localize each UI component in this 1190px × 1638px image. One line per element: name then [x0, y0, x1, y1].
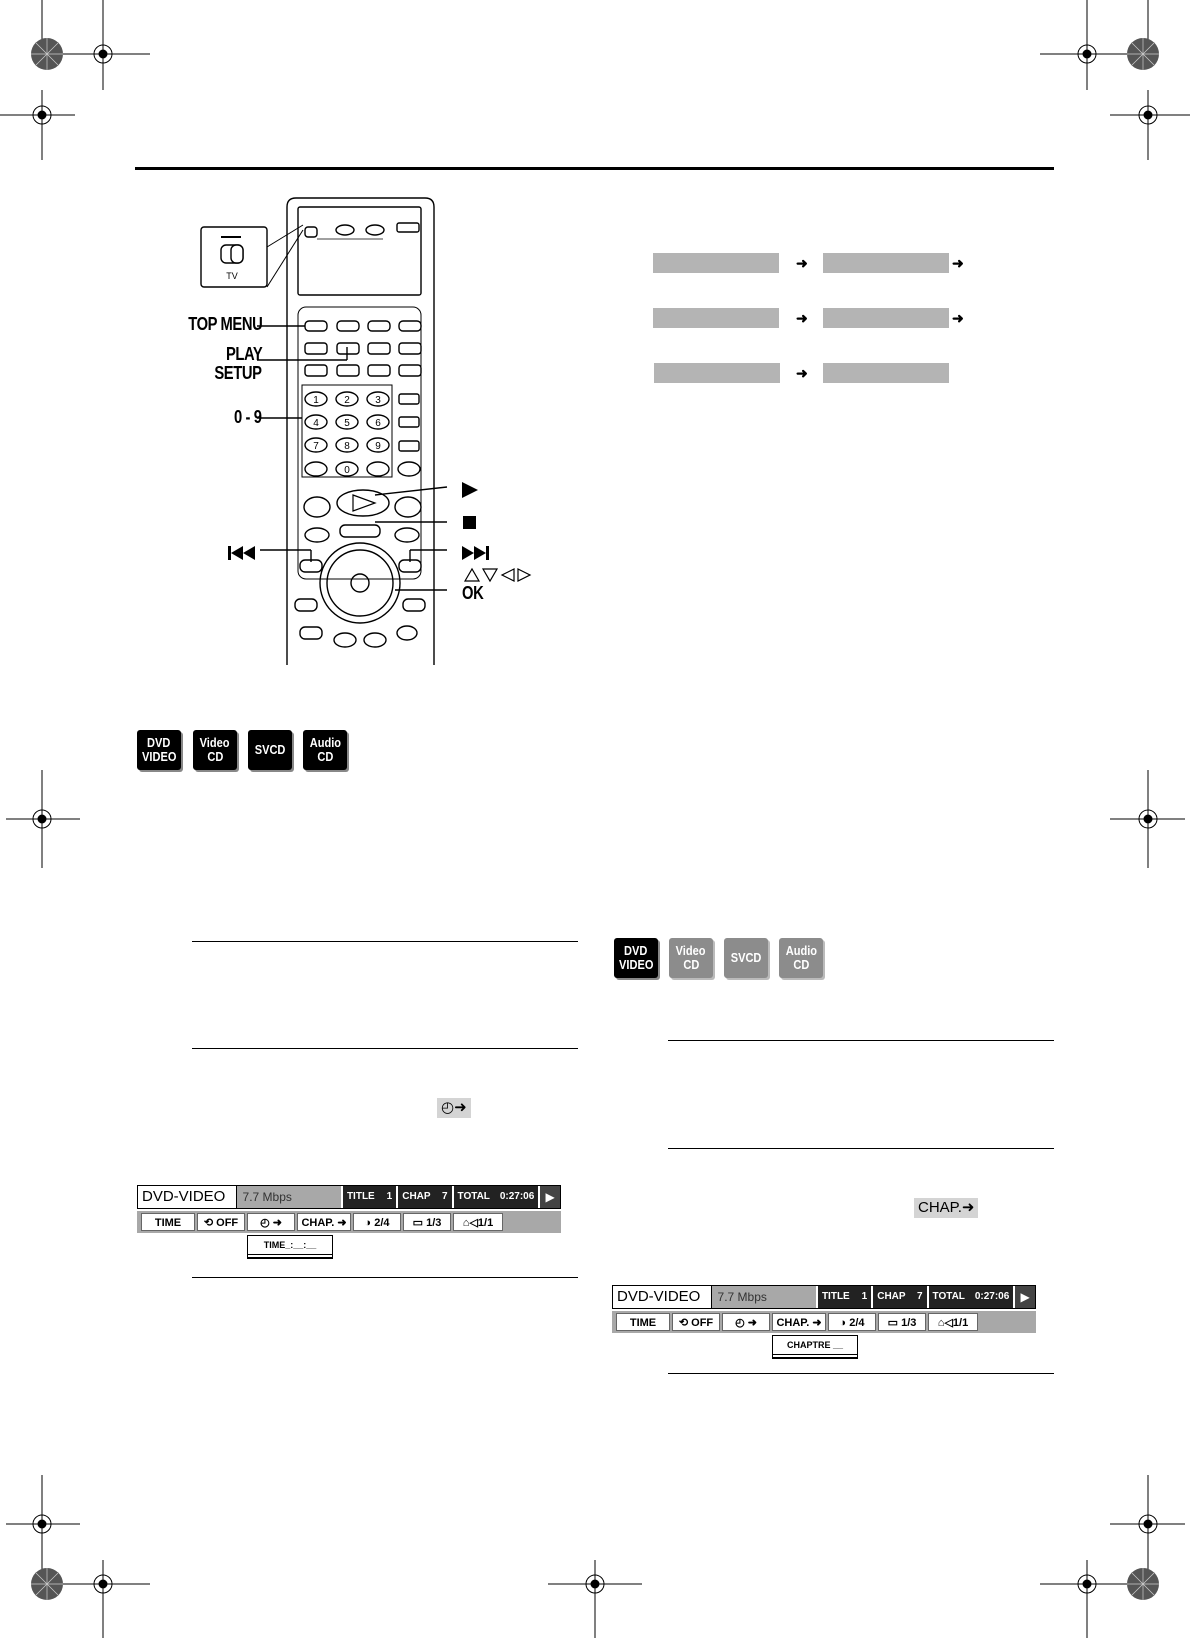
- sequence-box-3: [653, 308, 779, 328]
- arrow-icon: ➜: [952, 255, 964, 271]
- stop-icon: [463, 516, 476, 529]
- rule: [192, 1277, 578, 1278]
- play-status-icon: ▶: [538, 1186, 560, 1208]
- top-menu-label: TOP MENU: [187, 314, 262, 334]
- arrow-icon: ➜: [796, 365, 808, 381]
- play-status-icon: ▶: [1013, 1286, 1035, 1308]
- osd-time-search-button[interactable]: ◴ ➜: [247, 1213, 295, 1231]
- osd-bitrate: 7.7 Mbps: [237, 1186, 341, 1208]
- osd-bar-chapter: DVD-VIDEO 7.7 Mbps TITLE 1 CHAP 7 TOTAL 0:27:06 ▶ TIME ⟲ OFF ◴ ➜ CHAP. ➜ ◑ 2/4 ▭ 1/3 ⌂◁1/1 CHAPTRE __: [612, 1285, 1036, 1333]
- transport-glyphs: [220, 478, 540, 588]
- remote-control-illustration: [195, 195, 535, 670]
- arrow-keys-icon: [465, 569, 530, 581]
- key-6: 6: [375, 418, 381, 429]
- chapter-search-icon: CHAP.➜: [914, 1198, 978, 1218]
- osd-time-entry-popup[interactable]: TIME_:__:__: [247, 1235, 333, 1255]
- osd-angle-button[interactable]: ⌂◁1/1: [928, 1313, 978, 1331]
- osd-audio-button[interactable]: ◑ 2/4: [353, 1213, 401, 1231]
- badge-video-cd: Video CD: [669, 938, 713, 978]
- osd-repeat-button[interactable]: ⟲ OFF: [672, 1313, 720, 1331]
- digits-label: 0 - 9: [234, 407, 262, 427]
- rule: [668, 1040, 1054, 1041]
- osd-subtitle-button[interactable]: ▭ 1/3: [878, 1313, 926, 1331]
- key-1: 1: [313, 395, 319, 406]
- switch-tv-label: TV: [226, 271, 238, 281]
- osd-chapter-entry-popup[interactable]: CHAPTRE __: [772, 1335, 858, 1355]
- osd-audio-button[interactable]: ◑ 2/4: [828, 1313, 876, 1331]
- rule: [668, 1373, 1054, 1374]
- time-search-icon: ◴➜: [437, 1098, 471, 1118]
- osd-angle-button[interactable]: ⌂◁1/1: [453, 1213, 503, 1231]
- key-7: 7: [313, 441, 319, 452]
- key-9: 9: [375, 441, 381, 452]
- key-4: 4: [313, 418, 319, 429]
- osd-time-search-button[interactable]: ◴ ➜: [722, 1313, 770, 1331]
- badge-dvd-video: DVD VIDEO: [614, 938, 658, 978]
- sequence-box-5: [654, 363, 780, 383]
- osd-chapter-search-button[interactable]: CHAP. ➜: [297, 1213, 351, 1231]
- osd-bitrate: 7.7 Mbps: [712, 1286, 816, 1308]
- key-8: 8: [344, 441, 350, 452]
- osd-subtitle-button[interactable]: ▭ 1/3: [403, 1213, 451, 1231]
- sequence-box-2: [823, 253, 949, 273]
- osd-time-button[interactable]: TIME: [141, 1213, 195, 1231]
- badge-audio-cd: Audio CD: [779, 938, 823, 978]
- next-icon: [462, 546, 489, 560]
- header-rule: [135, 167, 1054, 170]
- play-icon: [462, 482, 478, 498]
- osd-time-button[interactable]: TIME: [616, 1313, 670, 1331]
- osd-bar-time: DVD-VIDEO 7.7 Mbps TITLE 1 CHAP 7 TOTAL 0:27:06 ▶ TIME ⟲ OFF ◴ ➜ CHAP. ➜ ◑ 2/4 ▭ 1/3 ⌂◁1/1 TIME_:__:__: [137, 1185, 561, 1233]
- key-2: 2: [344, 395, 350, 406]
- sequence-box-4: [823, 308, 949, 328]
- play-setup-label-2: SETUP: [214, 363, 262, 383]
- previous-icon: [228, 546, 255, 560]
- arrow-icon: ➜: [796, 255, 808, 271]
- ok-label: OK: [462, 583, 484, 603]
- sequence-box-6: [823, 363, 949, 383]
- rule: [668, 1148, 1054, 1149]
- osd-chapter-search-button[interactable]: CHAP. ➜: [772, 1313, 826, 1331]
- rule: [192, 1048, 578, 1049]
- osd-mode: DVD-VIDEO: [613, 1286, 712, 1308]
- badge-video-cd: Video CD: [193, 730, 237, 770]
- osd-repeat-button[interactable]: ⟲ OFF: [197, 1213, 245, 1231]
- badge-audio-cd: Audio CD: [303, 730, 347, 770]
- badge-dvd-video: DVD VIDEO: [137, 730, 181, 770]
- arrow-icon: ➜: [952, 310, 964, 326]
- arrow-icon: ➜: [796, 310, 808, 326]
- osd-mode: DVD-VIDEO: [138, 1186, 237, 1208]
- key-0: 0: [344, 465, 350, 476]
- badge-svcd: SVCD: [248, 730, 292, 770]
- play-setup-label-1: PLAY: [225, 344, 262, 364]
- key-3: 3: [375, 395, 381, 406]
- rule: [192, 941, 578, 942]
- sequence-box-1: [653, 253, 779, 273]
- badge-svcd: SVCD: [724, 938, 768, 978]
- key-5: 5: [344, 418, 350, 429]
